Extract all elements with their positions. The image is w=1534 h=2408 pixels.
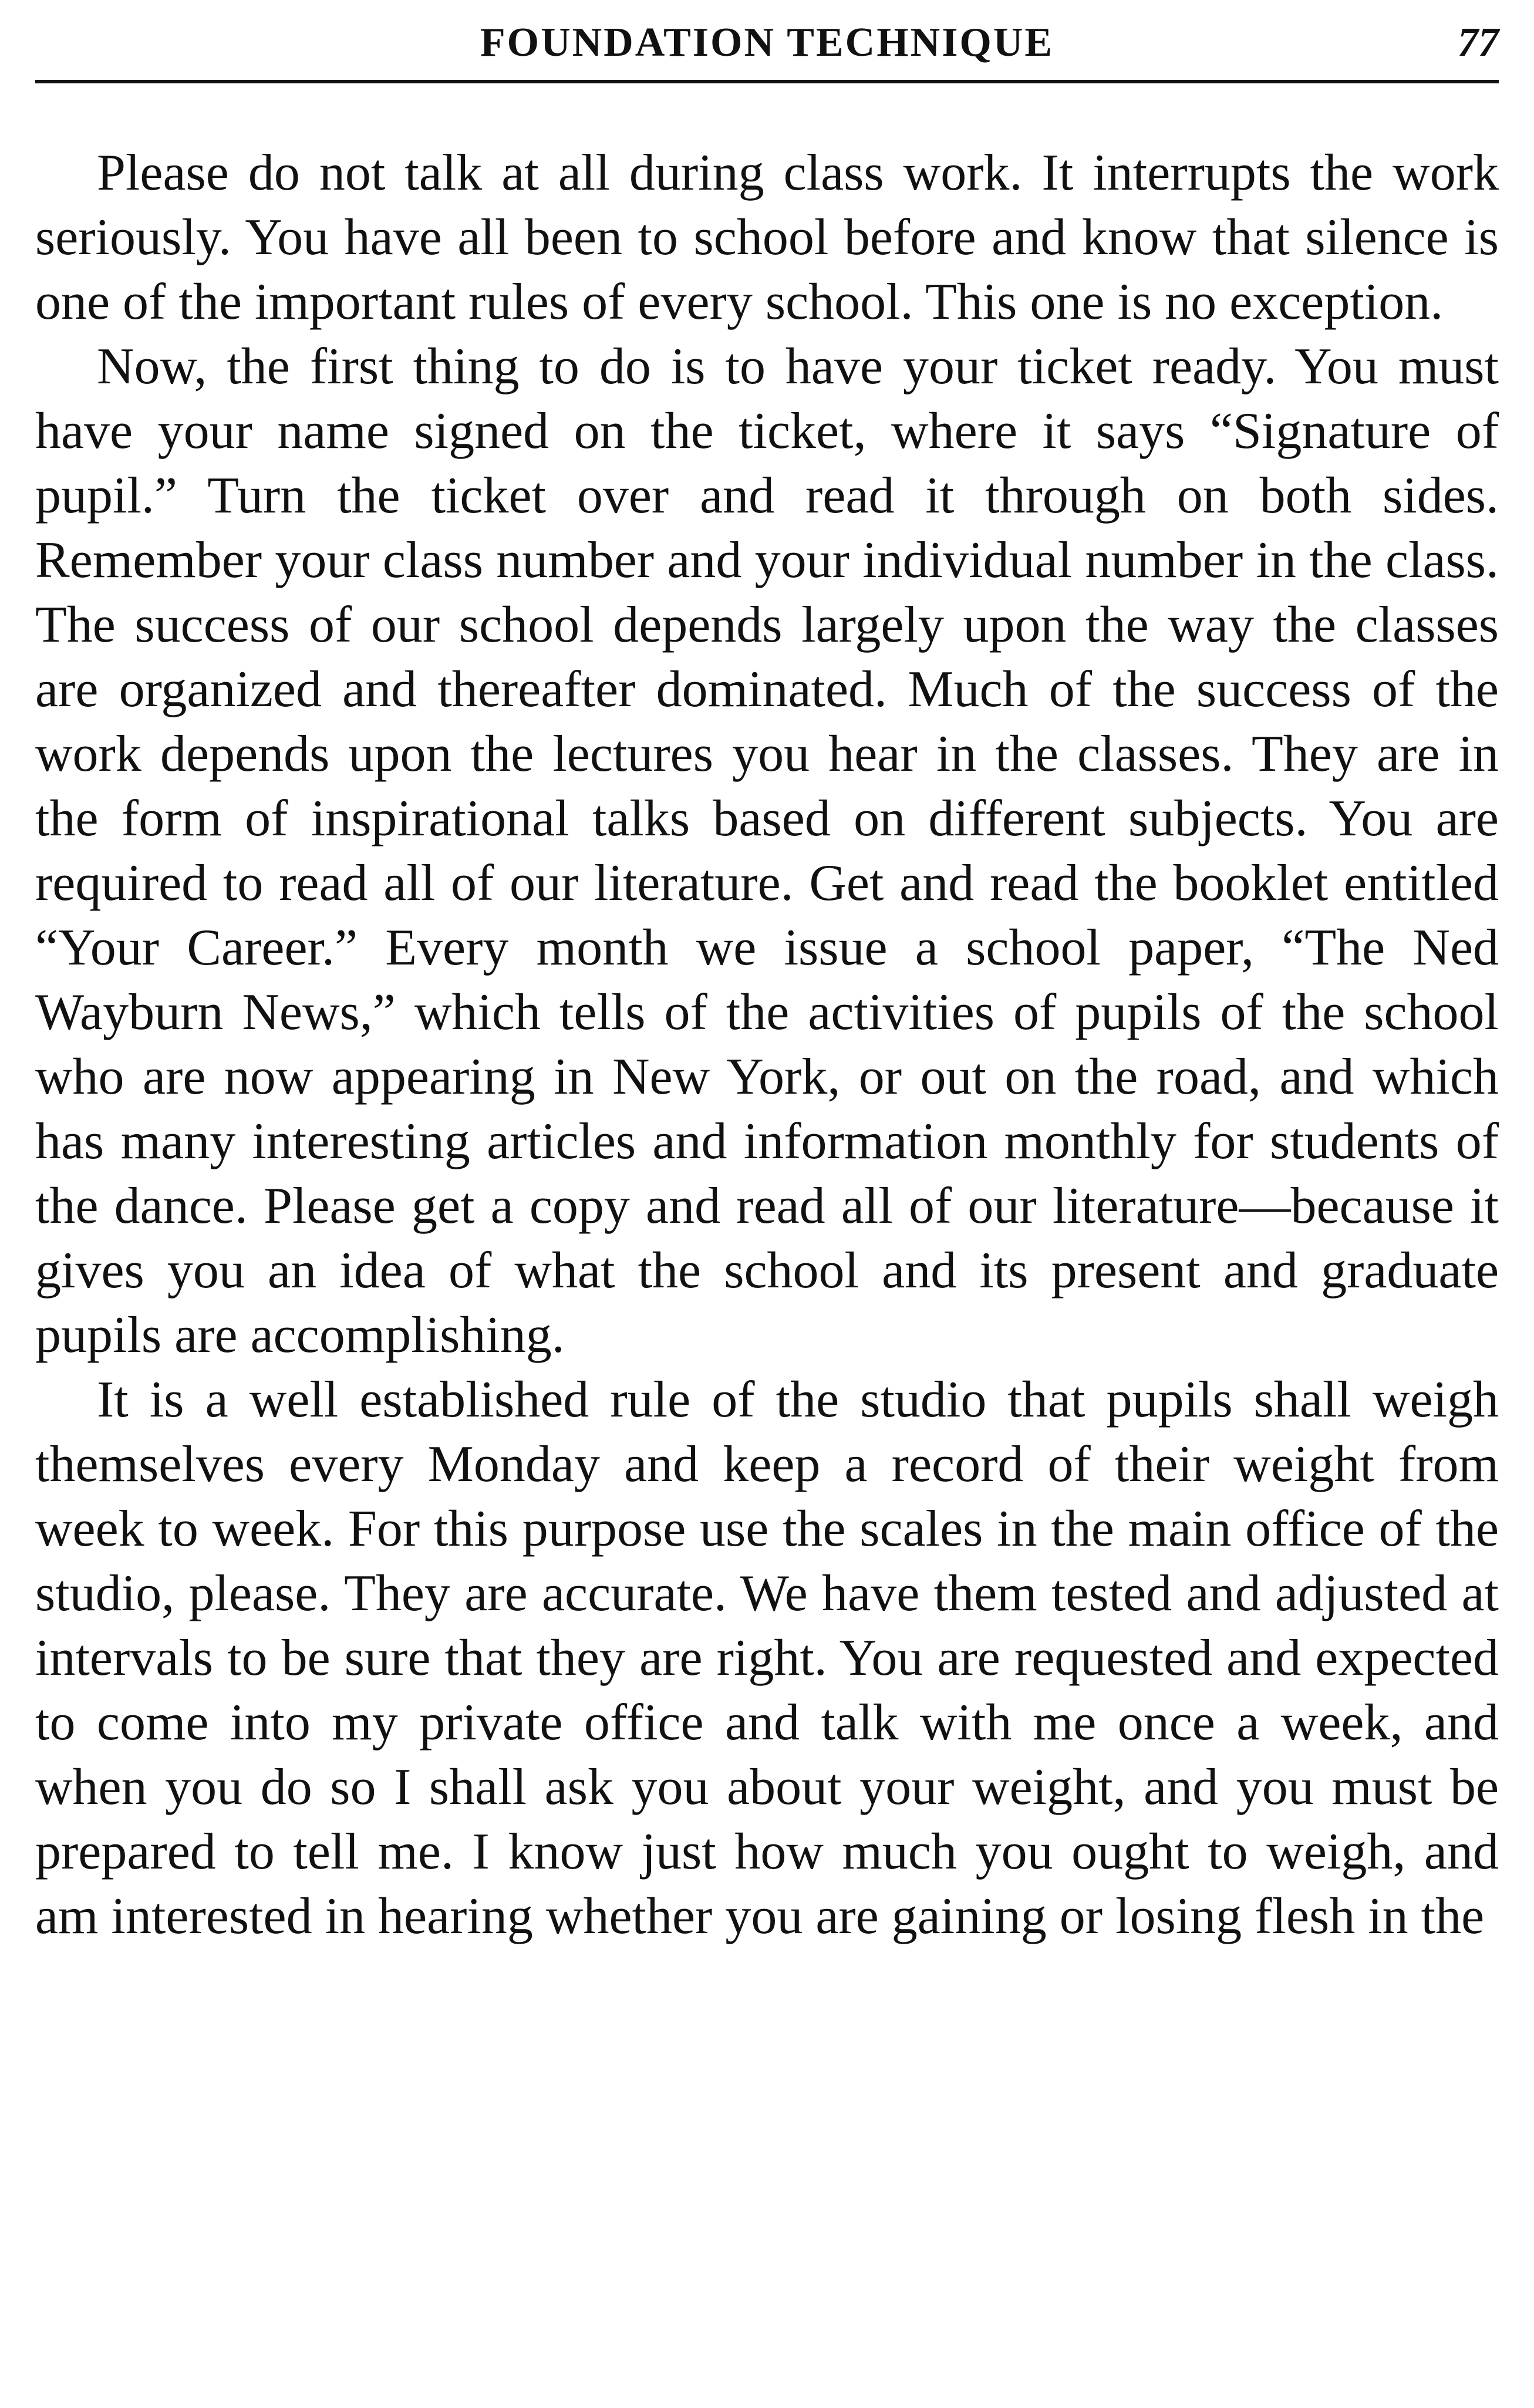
- running-title: FOUNDATION TECHNIQUE: [480, 20, 1054, 65]
- header-rule: [35, 80, 1499, 83]
- running-head: [35, 13, 1499, 72]
- paragraph-silence: Please do not talk at all during class work. It interrupts the work seriously. You have all been to school before and know that silence is one of the important rules of every school. This one is no exception.: [35, 144, 1499, 330]
- paragraph-weight: It is a well established rule of the studio that pupils shall weigh themselves every Monday and keep a record of their weight from week to week. For this purpose use the scales in the main office of the studio, please. They are accurate. We have them tested and adjusted at intervals to be sure that they are right. You are requested and expected to come into my private office and talk with me once a week, and when you do so I shall ask you about your weight, and you must be prepared to tell me. I know just how much you ought to weigh, and am interested in hearing whether you are gaining or losing flesh in the: [35, 1371, 1499, 1945]
- body-text: [35, 141, 1499, 1949]
- paragraph-ticket: Now, the first thing to do is to have your ticket ready. You must have your name signed on the ticket, where it says “Signature of pupil.” Turn the ticket over and read it through on both sides. Remember your class number and your individual number in the class. The success of our school depends largely upon the way the classes are organized and thereafter dominated. Much of the success of the work depends upon the lectures you hear in the classes. They are in the form of inspirational talks based on different subjects. You are required to read all of our literature. Get and read the booklet entitled “Your Career.” Every month we issue a school paper, “The Ned Wayburn News,” which tells of the activities of pupils of the school who are now appearing in New York, or out on the road, and which has many interesting articles and information monthly for students of the dance. Please get a copy and read all of our literature—because it gives you an idea of what the school and its present and graduate pupils are accomplishing.: [35, 338, 1499, 1364]
- page-number: 77: [1458, 20, 1499, 65]
